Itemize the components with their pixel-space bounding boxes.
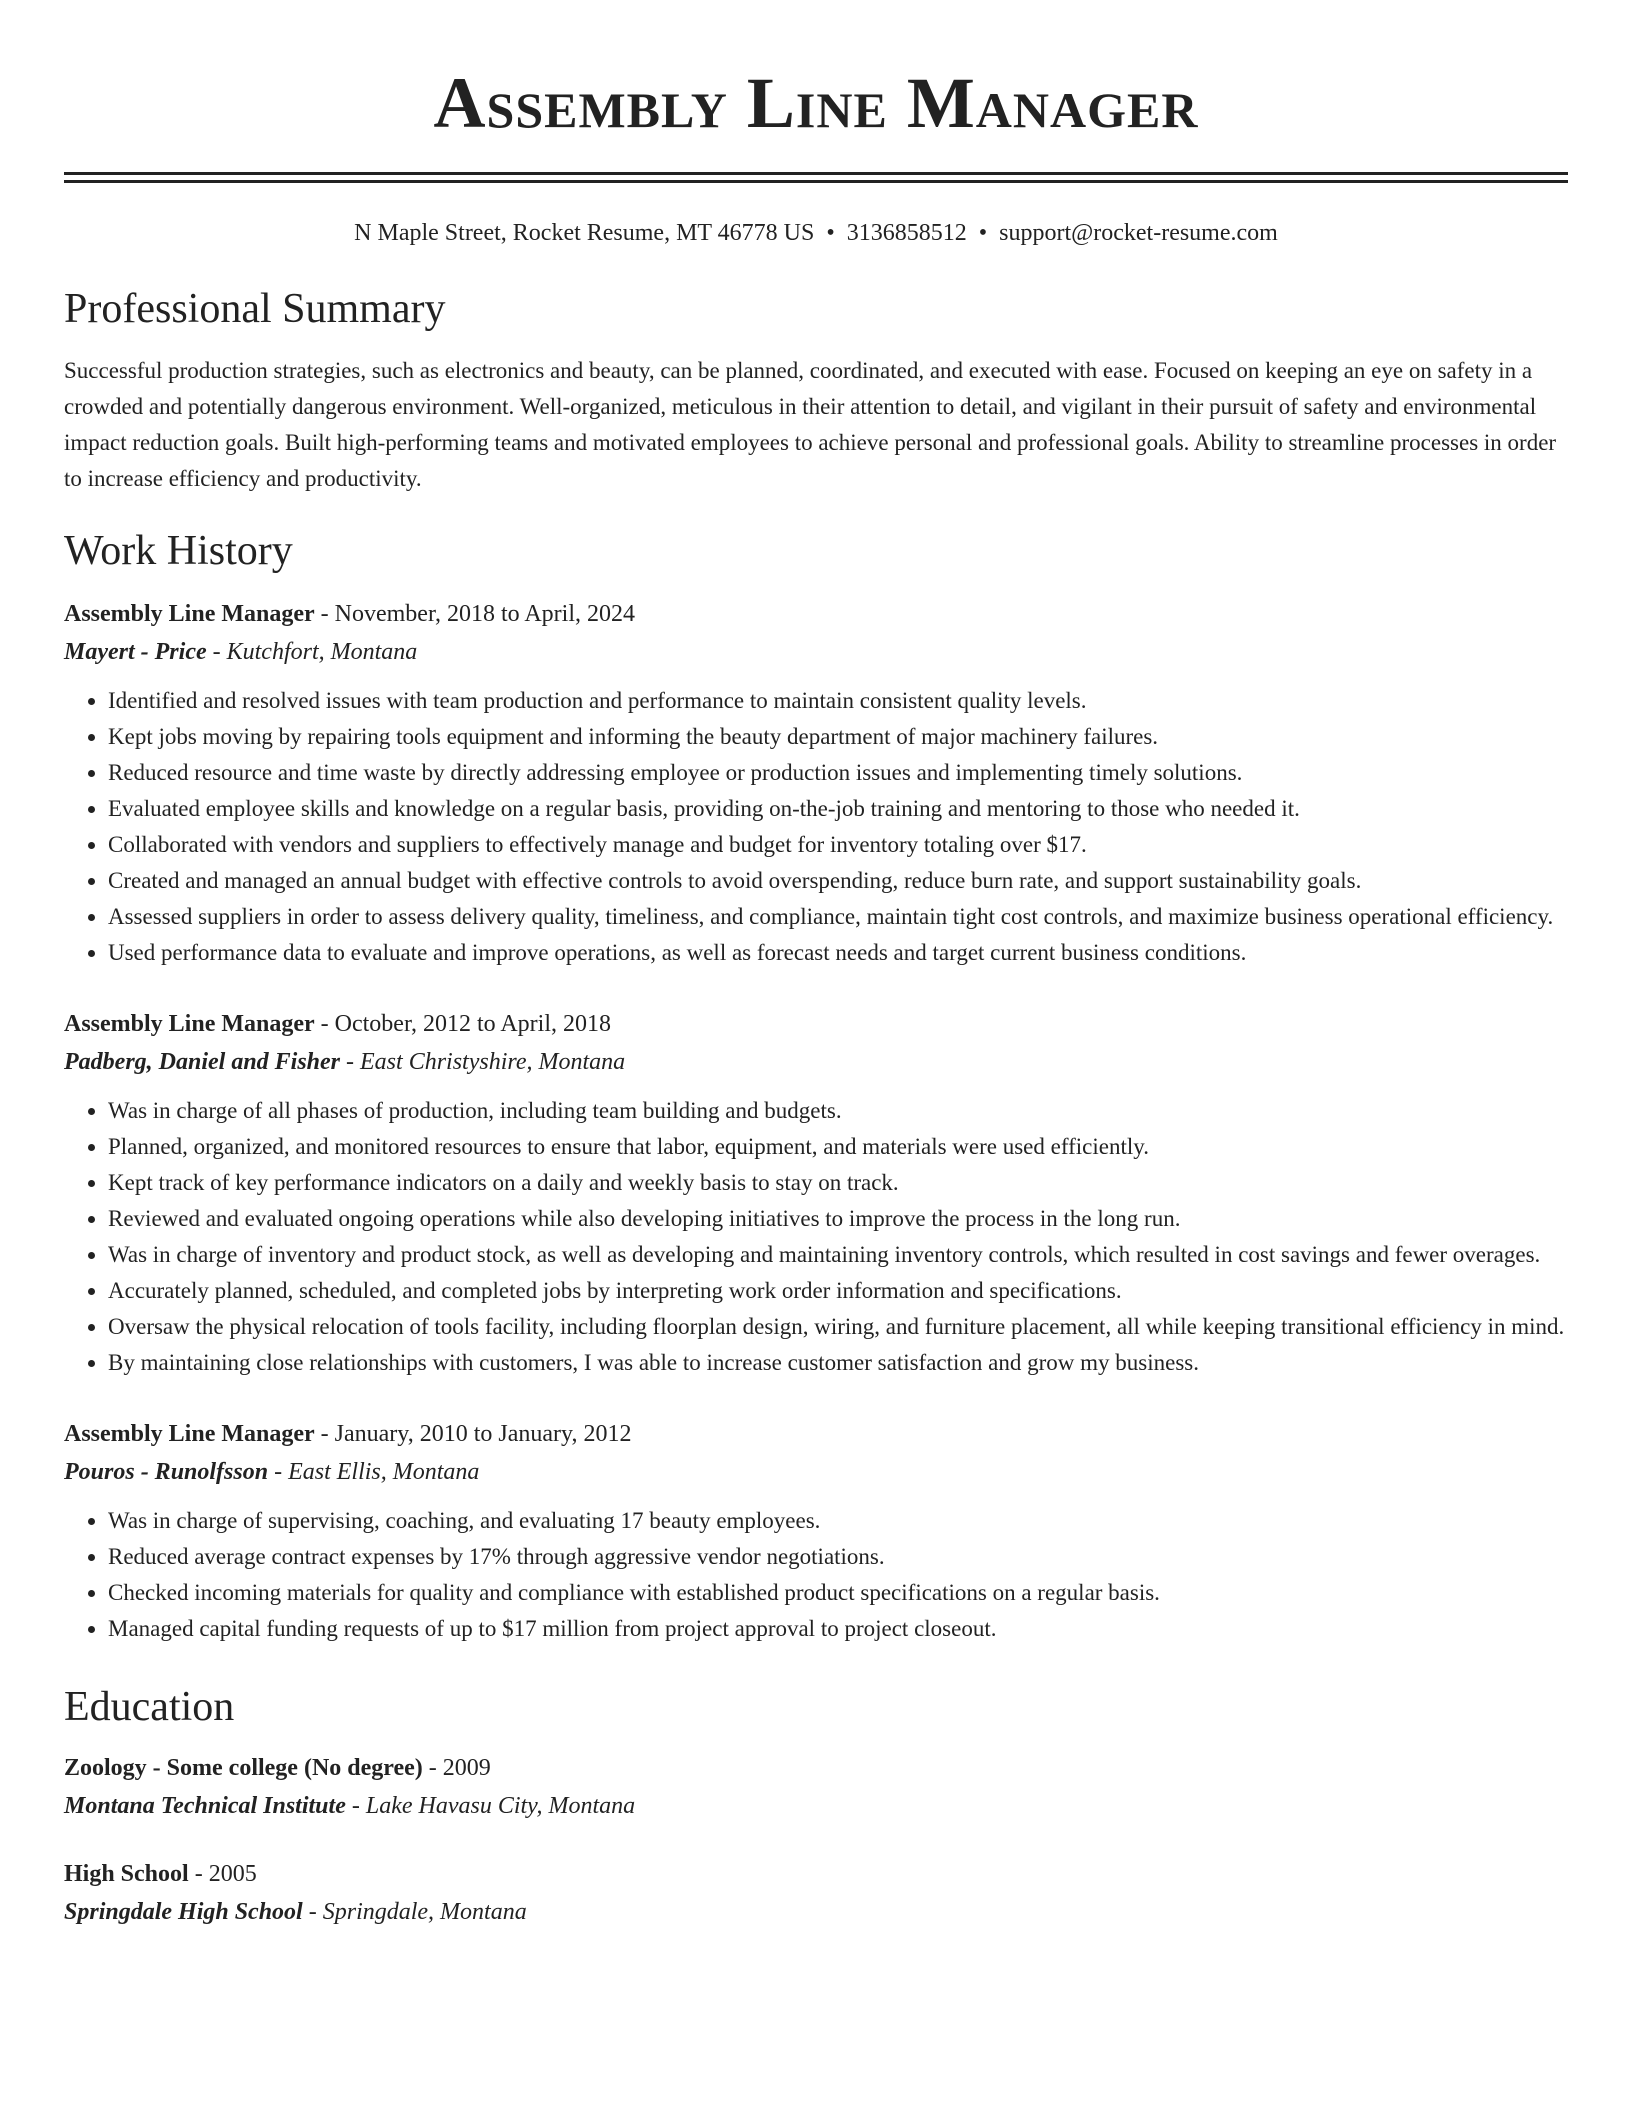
job-entry [64, 1005, 1568, 1381]
summary-text: Successful production strategies, such as electronics and beauty, can be planned, coordinated, and executed with ease. Focused on keeping an eye on safety in a crowded and potentially dangerous environment. Well-organized, meticulous in their attention to detail, and vigilant in their pursuit of safety and environmental impact reduction goals. Built high-performing teams and motivated employees to achieve personal and professional goals. Ability to streamline processes in order to increase efficiency and productivity. [64, 358, 1557, 491]
job-bullet: • Kept track of key performance indicators on a daily and weekly basis to stay on track. [108, 1165, 1568, 1201]
contact-line [64, 217, 1568, 249]
job-bullet: • Accurately planned, scheduled, and completed jobs by interpreting work order information and specifications. [108, 1273, 1568, 1309]
job-employer [64, 633, 1568, 671]
education-school: Springdale High School [64, 1899, 303, 1925]
contact-email[interactable]: support@rocket-resume.com [999, 220, 1278, 246]
job-bullets [64, 1093, 1568, 1381]
job-company: Pouros - Runolfsson [64, 1459, 269, 1485]
education-degree: High School [64, 1861, 189, 1887]
job-employer [64, 1453, 1568, 1491]
job-location: - Kutchfort, Montana [206, 639, 418, 665]
job-bullet: • Was in charge of inventory and product stock, as well as developing and maintaining inventory controls, which resulted in cost savings and fewer overages. [108, 1237, 1568, 1273]
job-bullets [64, 1503, 1568, 1647]
job-entry [64, 595, 1568, 971]
job-header [64, 1415, 1568, 1453]
job-employer [64, 1043, 1568, 1081]
job-bullet: • Planned, organized, and monitored resources to ensure that labor, equipment, and materials were used efficiently. [108, 1129, 1568, 1165]
job-bullet: • Assessed suppliers in order to assess delivery quality, timeliness, and compliance, maintain tight cost controls, and maximize business operational efficiency. [108, 899, 1568, 935]
education-header [64, 1855, 1568, 1893]
job-header [64, 595, 1568, 633]
education-location: - Lake Havasu City, Montana [345, 1793, 636, 1819]
job-bullet: • By maintaining close relationships with customers, I was able to increase customer satisfaction and grow my business. [108, 1345, 1568, 1381]
job-role: Assembly Line Manager [64, 1421, 315, 1447]
job-company: Padberg, Daniel and Fisher [64, 1049, 341, 1075]
job-dates: - January, 2010 to January, 2012 [314, 1421, 632, 1447]
job-location: - East Ellis, Montana [268, 1459, 480, 1485]
education-heading: Education [64, 1684, 235, 1730]
summary-heading: Professional Summary [64, 286, 446, 332]
education-school: Montana Technical Institute [64, 1793, 346, 1819]
job-header [64, 1005, 1568, 1043]
job-bullet: • Was in charge of supervising, coaching, and evaluating 17 beauty employees. [108, 1503, 1568, 1539]
job-bullet: • Used performance data to evaluate and improve operations, as well as forecast needs and target current business conditions. [108, 935, 1568, 971]
education-year: - 2009 [422, 1755, 491, 1781]
education-entry [64, 1855, 1568, 1931]
education-header [64, 1749, 1568, 1787]
job-bullet: • Reduced average contract expenses by 17% through aggressive vendor negotiations. [108, 1539, 1568, 1575]
job-role: Assembly Line Manager [64, 1011, 315, 1037]
job-company: Mayert - Price [64, 639, 207, 665]
job-bullets [64, 683, 1568, 971]
job-bullet: • Collaborated with vendors and suppliers to effectively manage and budget for inventory totaling over $17. [108, 827, 1568, 863]
job-entry [64, 1415, 1568, 1647]
job-bullet: • Identified and resolved issues with team production and performance to maintain consistent quality levels. [108, 683, 1568, 719]
job-bullet: • Checked incoming materials for quality and compliance with established product specifications on a regular basis. [108, 1575, 1568, 1611]
job-bullet: • Reduced resource and time waste by directly addressing employee or production issues and implementing timely solutions. [108, 755, 1568, 791]
contact-separator: • [826, 220, 835, 246]
job-bullet: • Managed capital funding requests of up to $17 million from project approval to project closeout. [108, 1611, 1568, 1647]
education-entry [64, 1749, 1568, 1825]
education-degree: Zoology - Some college (No degree) [64, 1755, 423, 1781]
job-bullet: • Evaluated employee skills and knowledge on a regular basis, providing on-the-job training and mentoring to those who needed it. [108, 791, 1568, 827]
job-bullet: • Was in charge of all phases of production, including team building and budgets. [108, 1093, 1568, 1129]
job-bullet: • Oversaw the physical relocation of tools facility, including floorplan design, wiring, and furniture placement, all while keeping transitional efficiency in mind. [108, 1309, 1568, 1345]
education-year: - 2005 [188, 1861, 257, 1887]
job-location: - East Christyshire, Montana [340, 1049, 626, 1075]
job-bullet: • Kept jobs moving by repairing tools equipment and informing the beauty department of major machinery failures. [108, 719, 1568, 755]
job-bullet: • Reviewed and evaluated ongoing operations while also developing initiatives to improve the process in the long run. [108, 1201, 1568, 1237]
contact-phone[interactable]: 3136858512 [846, 220, 967, 246]
contact-separator: • [978, 220, 988, 246]
education-location: - Springdale, Montana [302, 1899, 527, 1925]
job-dates: - November, 2018 to April, 2024 [314, 601, 635, 627]
education-school-line [64, 1787, 1568, 1825]
job-dates: - October, 2012 to April, 2018 [314, 1011, 611, 1037]
job-bullet: • Created and managed an annual budget with effective controls to avoid overspending, reduce burn rate, and support sustainability goals. [108, 863, 1568, 899]
job-role: Assembly Line Manager [64, 601, 315, 627]
header-divider [64, 172, 1568, 183]
education-school-line [64, 1893, 1568, 1931]
work-history-heading: Work History [64, 528, 293, 574]
resume-name: Assembly Line Manager [433, 63, 1199, 143]
contact-address: N Maple Street, Rocket Resume, MT 46778 US [354, 220, 815, 246]
